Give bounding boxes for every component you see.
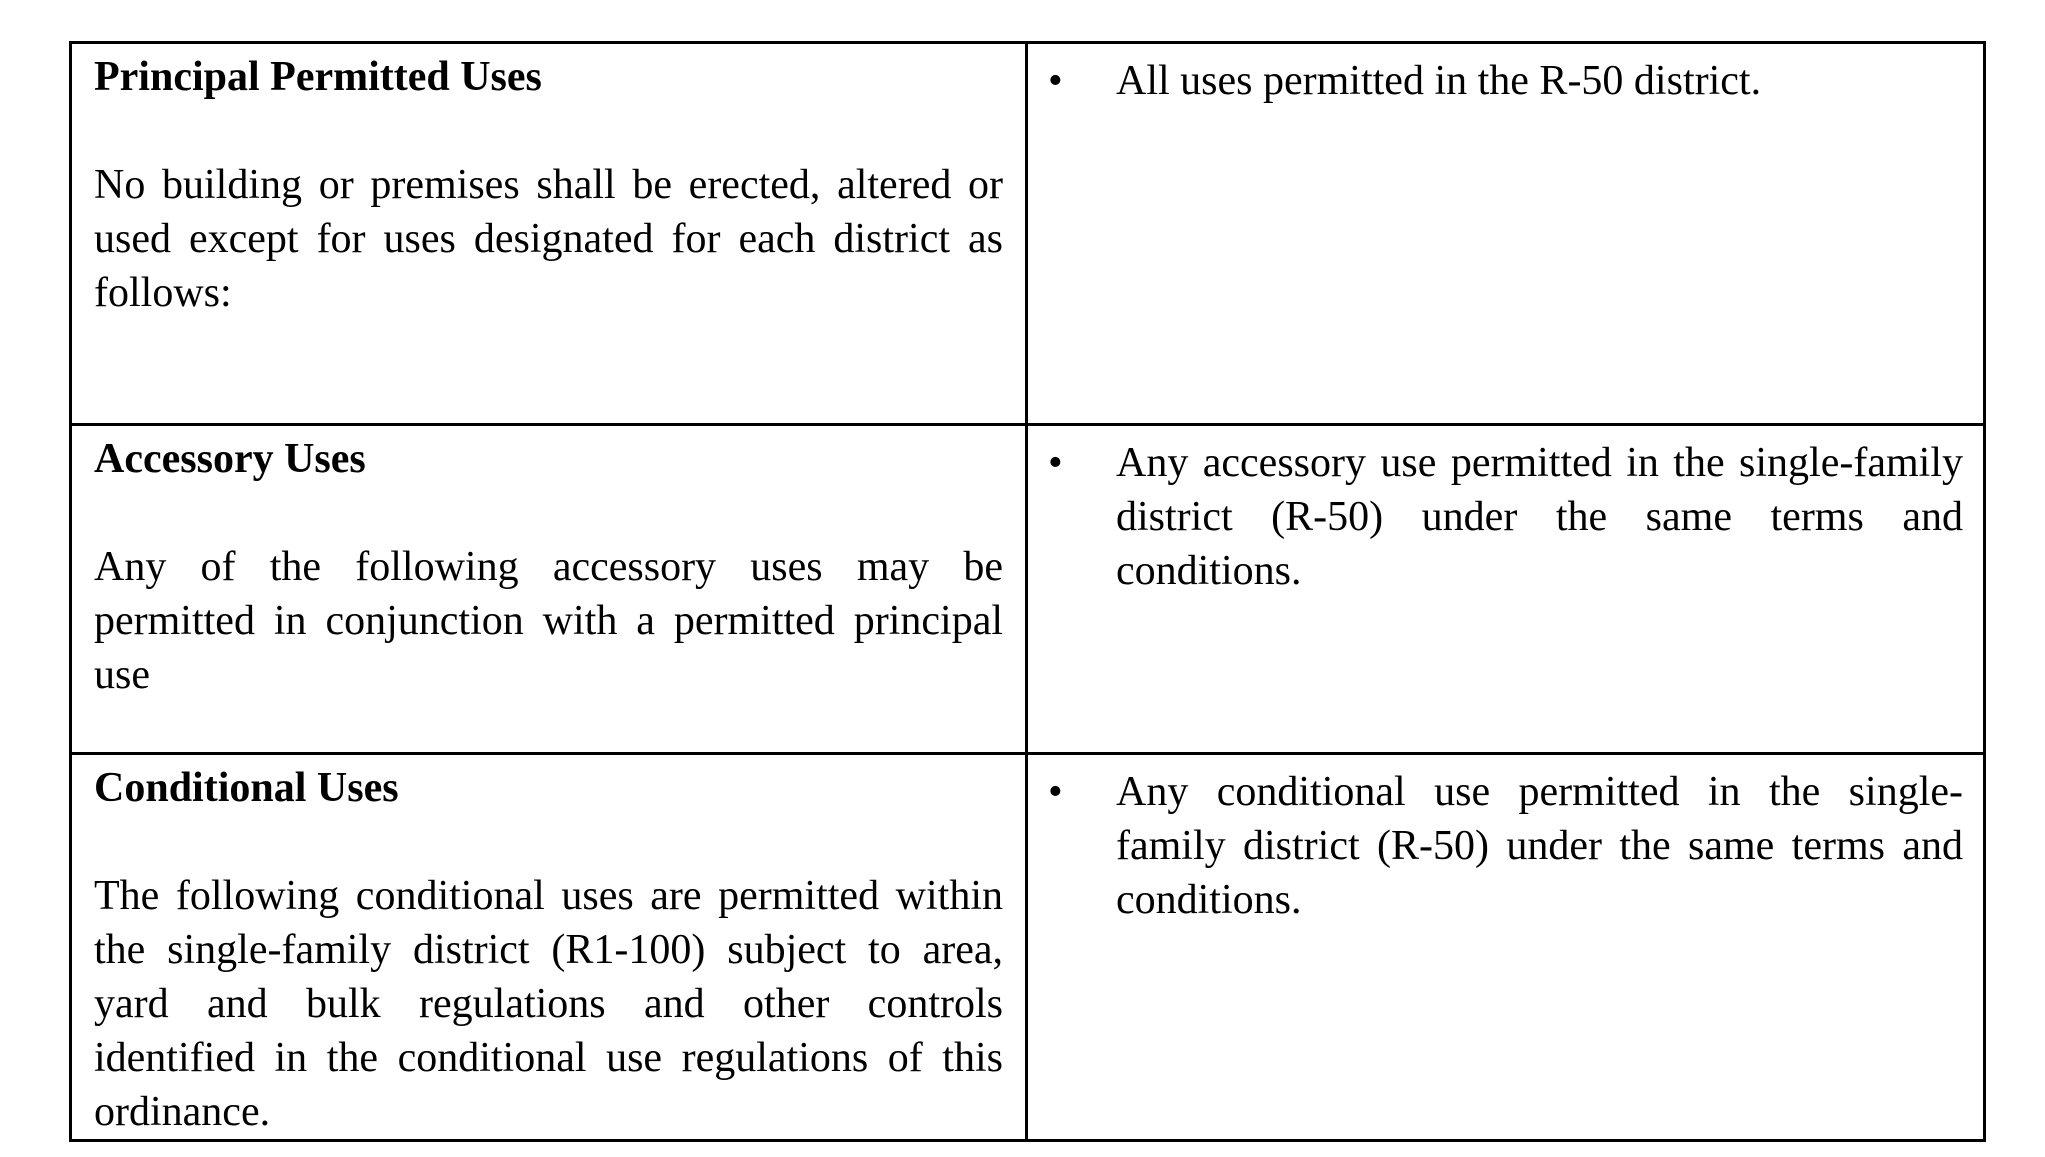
table-row-conditional-uses (71, 754, 1985, 1141)
use-detail-text: Any accessory use permitted in the single-family district (R-50) under the same terms and conditions. (1116, 440, 1963, 594)
use-category-cell (71, 43, 1027, 425)
list-item (1040, 765, 1963, 927)
bullet-icon: • (1048, 58, 1063, 104)
bullet-icon: • (1048, 440, 1063, 486)
use-detail-cell (1027, 43, 1985, 425)
use-category-heading: Conditional Uses (94, 765, 399, 811)
use-detail-text: All uses permitted in the R-50 district. (1116, 58, 1762, 104)
list-item (1040, 436, 1963, 598)
use-category-heading: Principal Permitted Uses (94, 54, 542, 100)
use-category-description: The following conditional uses are permitted within the single-family district (R1-100) subject to area, yard and bulk regulations and other controls identified in the conditional use regulations of this ordinance. (94, 873, 1003, 1135)
list-item (1040, 54, 1963, 108)
use-detail-cell (1027, 425, 1985, 754)
use-detail-cell (1027, 754, 1985, 1141)
bullet-icon: • (1048, 769, 1063, 815)
use-category-description: Any of the following accessory uses may be permitted in conjunction with a permitted principal use (94, 544, 1003, 698)
use-category-cell (71, 425, 1027, 754)
use-category-description: No building or premises shall be erected, altered or used except for uses designated for each district as follows: (94, 162, 1003, 316)
table-row-accessory-uses (71, 425, 1985, 754)
use-detail-text: Any conditional use permitted in the single-family district (R-50) under the same terms and conditions. (1116, 769, 1963, 923)
permitted-uses-table (69, 41, 1986, 1142)
table-row-principal-permitted-uses (71, 43, 1985, 425)
use-category-cell (71, 754, 1027, 1141)
use-category-heading: Accessory Uses (94, 436, 366, 482)
